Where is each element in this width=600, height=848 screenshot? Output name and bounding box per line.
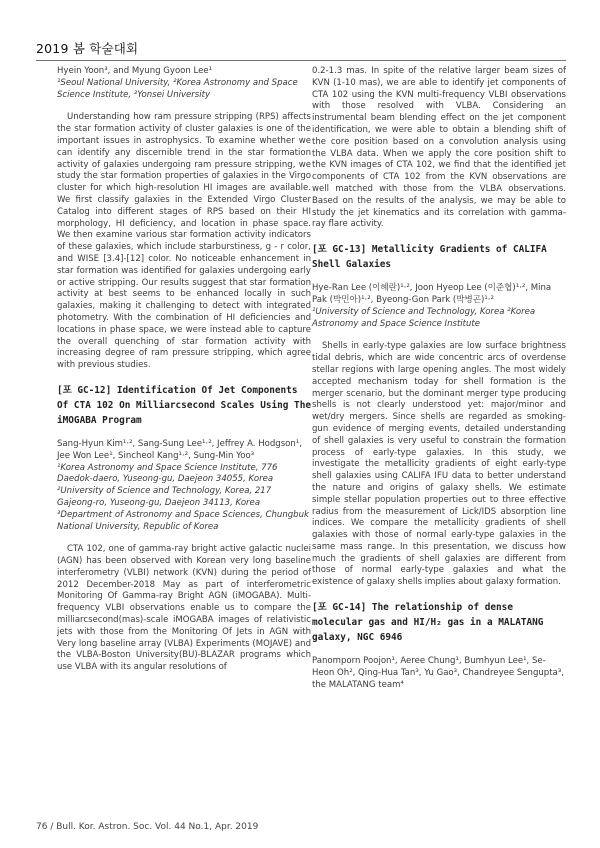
gc12-abstract: CTA 102, one of gamma-ray bright active galactic nuclei (AGN) has been observed with Korean very long baseline interferometry (VLBI) network (KVN) during the period of 2012 December-2018 May as part of interferometric Monitoring Of Gamma-ray Bright AGN (iMOGABA). Multi-frequency VLBI observations enable us to compare the milliarcsecond(mas)-scale iMOGABA images of relativistic jets with those from the Monitoring Of Jets in AGN with Very long baseline array (VLBA) Experiments (MOJAVE) and the VLBA-Boston University(BU)-BLAZAR programs which use VLBA with its angular resolutions of	[57, 544, 311, 673]
gc13-heading: [포 GC-13] Metallicity Gradients of CALIFA Shell Galaxies	[312, 244, 547, 271]
gc12-heading: [포 GC-12] Identification Of Jet Components Of CTA 102 On Milliarcsecond Scales Using The iMOGABA Program	[57, 384, 311, 426]
intro-authors: Hyein Yoon³, and Myung Gyoon Lee¹	[57, 66, 213, 76]
gc12-affiliations: ¹Korea Astronomy and Space Science Institute, 776 Daedok-daero, Yuseong-gu, Daejeon 34055, Korea ²University of Science and Technology, Korea, 217 Gajeong-ro, Yuseong-gu, Daejeon 34113, Korea ³Department of Astronomy and Space Sciences, Chungbuk National University, Republic of Korea	[57, 462, 309, 532]
right-column	[312, 66, 566, 691]
intro-affiliations: ¹Seoul National University, ²Korea Astronomy and Space Science Institute, ³Yonsei University	[57, 77, 298, 100]
page-footer: 76 / Bull. Kor. Astron. Soc. Vol. 44 No.1, Apr. 2019	[36, 822, 259, 832]
journal-header-title: 2019 봄 학술대회	[36, 41, 139, 56]
gc12-authors: Sang-Hyun Kim¹·², Sang-Sung Lee¹·², Jeffrey A. Hodgson¹, Jee Won Lee¹, Sincheol Kang¹·², Sung-Min Yoo³	[57, 438, 302, 461]
gc13-affiliations: ¹University of Science and Technology, Korea ²Korea Astronomy and Space Science Institute	[312, 306, 536, 329]
gc14-heading: [포 GC-14] The relationship of dense molecular gas and HI/H₂ gas in a MALATANG galaxy, NGC 6946	[312, 602, 544, 644]
gc14-authors: Panomporn Poojon¹, Aeree Chung¹, Bumhyun Lee¹, Se-Heon Oh², Qing-Hua Tan³, Yu Gao³, Chandreyee Sengupta³, the MALATANG team⁴	[312, 656, 564, 690]
left-column	[57, 66, 311, 674]
gc13-abstract: Shells in early-type galaxies are low surface brightness tidal debris, which are wide concentric arcs of overdense stellar regions with large opening angles. The most widely accepted mechanism today for shell formation is the merger scenario, but the dominant merger type producing shells is not clearly understood yet: major/minor and wet/dry mergers. Since shells are regarded as smoking-gun evidence of merging events, detailed understanding of shell galaxies is very useful to constrain the formation process of early-type galaxies. In this study, we investigate the metallicity gradients of eight early-type shell galaxies using CALIFA IFU data to better understand the nature and origins of galaxy shells. We estimate simple stellar population properties out to three effective radius from the measurement of Lick/IDS absorption line indices. We compare the metallicity gradients of shell galaxies with those of normal early-type galaxies in the same mass range. In this presentation, we discuss how much the gradients of shell galaxies are different from those of normal early-type galaxies and what the existence of galaxy shells implies about galaxy formation.	[312, 341, 566, 588]
header-divider	[36, 60, 566, 61]
gc13-authors: Hye-Ran Lee (이혜란)¹·², Joon Hyeop Lee (이준협)¹·², Mina Pak (박민아)¹·², Byeong-Gon Park (박병곤)¹·²	[312, 283, 552, 305]
intro-abstract: Understanding how ram pressure stripping (RPS) affects the star formation activity of cluster galaxies is one of the important issues in astrophysics. To examine whether we can identify any discernible trend in the star formation activity of galaxies undergoing ram pressure stripping, we study the star formation properties of galaxies in the Virgo cluster for which high-resolution HI images are available. We first classify galaxies in the Extended Virgo Cluster Catalog into different stages of RPS based on their HI morphology, HI deficiency, and location in phase space. We then examine various star formation activity indicators of these galaxies, which include starburstiness, g - r color, and WISE [3.4]-[12] color. No noticeable enhancement in star formation was identified for galaxies undergoing early or active stripping. Our results suggest that star formation activity at best seems to be enhanced locally in such galaxies, making it challenging to detect with integrated photometry. With the combination of HI deficiencies and locations in phase space, we were instead able to capture the overall quenching of star formation activity with increasing degree of ram pressure stripping, which agree with previous studies.	[57, 112, 311, 371]
gc12-abstract-continued: 0.2-1.3 mas. In spite of the relative larger beam sizes of KVN (1-10 mas), we are able to identify jet components of CTA 102 using the KVN multi-frequency VLBI observations with those resolved with VLBA. Considering an instrumental beam blending effect on the jet component identification, we were able to obtain a blending shift of the core position based on a convolution analysis using the VLBA data. When we apply the core position shift to the KVN images of CTA 102, we find that the identified jet components of CTA 102 from the KVN observations are well matched with those from the VLBA observations. Based on the results of the analysis, we may be able to study the jet kinematics and its correlation with gamma-ray flare activity.	[312, 66, 566, 230]
